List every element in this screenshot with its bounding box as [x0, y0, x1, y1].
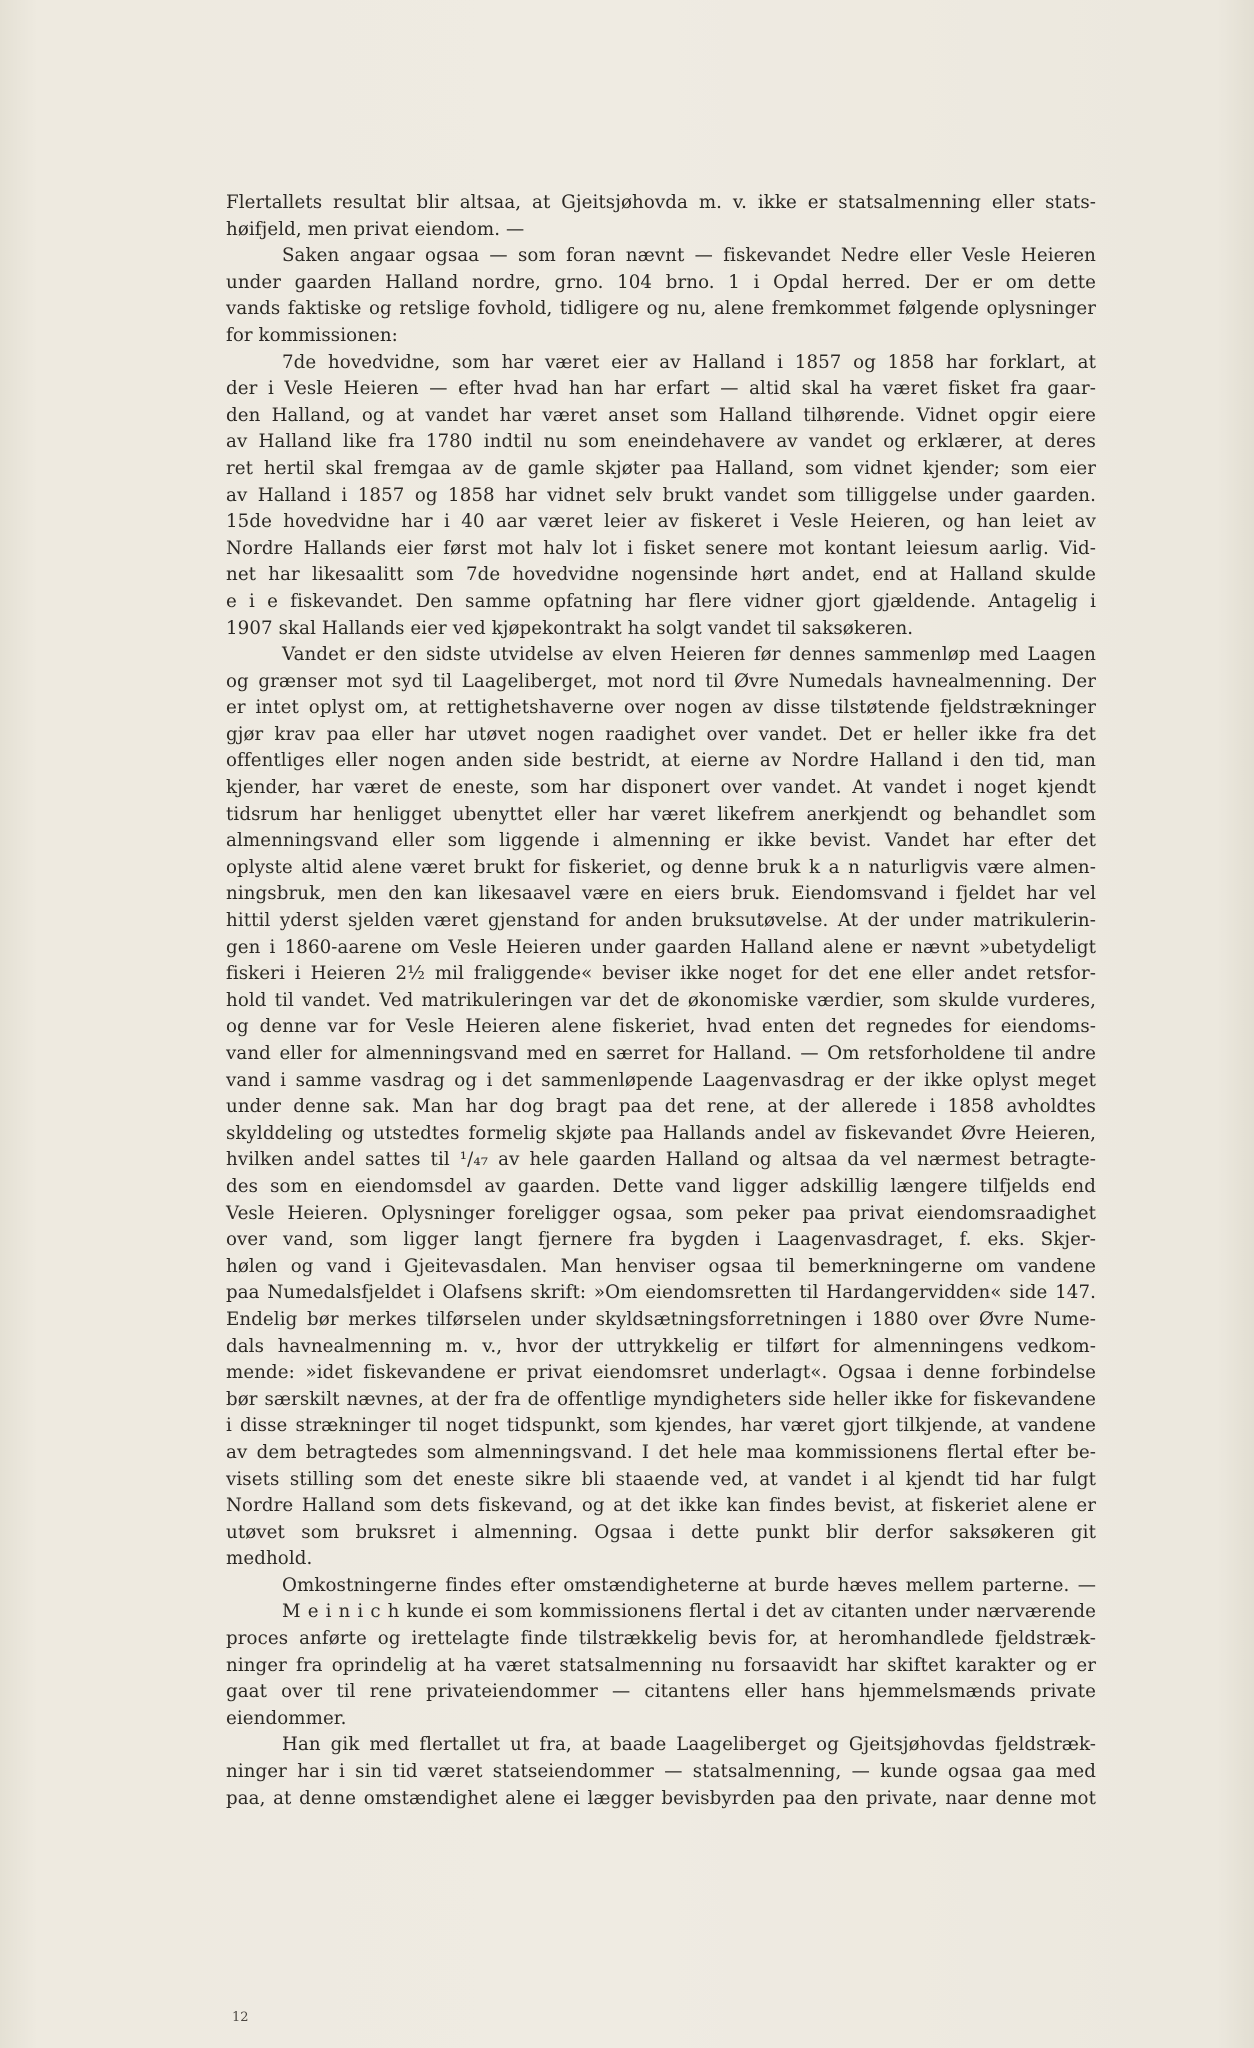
- text-line: paa, at denne omstændighet alene ei lægger bevisbyrden paa den private, naar denne mot: [226, 1787, 1096, 1809]
- text-line: ret hertil skal fremgaa av de gamle skjøter paa Halland, som vidnet kjender; som eier: [226, 457, 1096, 479]
- text-line: over vand, som ligger langt fjernere fra bygden i Laagenvasdraget, f. eks. Skjer-: [226, 1229, 1096, 1251]
- text-line: Vandet er den sidste utvidelse av elven Heieren før dennes sammenløp med Laagen: [282, 644, 1096, 666]
- text-line: hold til vandet. Ved matrikuleringen var det de økonomiske værdier, som skulde vurderes,: [226, 989, 1096, 1011]
- text-line: gaat over til rene privateiendommer — citantens eller hans hjemmelsmænds private: [226, 1681, 1096, 1703]
- text-line: oplyste altid alene været brukt for fiskeriet, og denne bruk k a n naturligvis være almen-: [226, 856, 1096, 878]
- text-line: almenningsvand eller som liggende i almenning er ikke bevist. Vandet har efter det: [226, 830, 1096, 852]
- text-line: skylddeling og utstedtes formelig skjøte paa Hallands andel av fiskevandet Øvre Heieren,: [226, 1122, 1096, 1144]
- text-line: ninger har i sin tid været statseiendommer — statsalmenning, — kunde ogsaa gaa med: [226, 1761, 1096, 1783]
- text-line: Nordre Halland som dets fiskevand, og at det ikke kan findes bevist, at fiskeriet alene er: [226, 1495, 1096, 1517]
- text-line: offentliges eller nogen anden side bestridt, at eierne av Nordre Halland i den tid, man: [226, 750, 1096, 772]
- text-line: eiendommer.: [226, 1707, 347, 1729]
- text-line: 1907 skal Hallands eier ved kjøpekontrakt ha solgt vandet til saksøkeren.: [226, 617, 914, 639]
- page-number: 12: [232, 2010, 249, 2025]
- text-line: hittil yderst sjelden været gjenstand for anden bruksutøvelse. At der under matrikulerin-: [226, 910, 1096, 932]
- text-line: proces anførte og irettelagte finde tilstrækkelig bevis for, at heromhandlede fjeldstræk-: [226, 1628, 1096, 1650]
- text-line: hvilken andel sattes til ¹/₄₇ av hele gaarden Halland og altsaa da vel nærmest betragte-: [226, 1149, 1096, 1171]
- text-line: og grænser mot syd til Laageliberget, mot nord til Øvre Numedals havnealmenning. Der: [226, 670, 1096, 692]
- text-line: paa Numedalsfjeldet i Olafsens skrift: »Om eiendomsretten til Hardangervidden« side 147.: [226, 1282, 1096, 1304]
- text-line: under gaarden Halland nordre, grno. 104 brno. 1 i Opdal herred. Der er om dette: [226, 271, 1096, 293]
- text-line: mende: »idet fiskevandene er privat eiendomsret underlagt«. Ogsaa i denne forbindelse: [226, 1362, 1096, 1384]
- text-line: den Halland, og at vandet har været anset som Halland tilhørende. Vidnet opgir eiere: [226, 404, 1096, 426]
- text-line: der i Vesle Heieren — efter hvad han har erfart — altid skal ha været fisket fra gaar-: [226, 378, 1096, 400]
- text-line: visets stilling som det eneste sikre bli staaende ved, at vandet i al kjendt tid har fulgt: [226, 1468, 1096, 1490]
- text-line: er intet oplyst om, at rettighetshaverne over nogen av disse tilstøtende fjeldstrækninger: [226, 697, 1096, 719]
- text-line: Flertallets resultat blir altsaa, at Gjeitsjøhovda m. v. ikke er statsalmenning eller stats-: [226, 192, 1096, 213]
- text-line: utøvet som bruksret i almenning. Ogsaa i dette punkt blir derfor saksøkeren git: [226, 1521, 1096, 1543]
- text-line: fiskeri i Heieren 2½ mil fraliggende« beviser ikke noget for det ene eller andet retsfor-: [226, 963, 1096, 985]
- text-line: ninger fra oprindelig at ha været statsalmenning nu forsaavidt har skiftet karakter og er: [226, 1654, 1096, 1676]
- text-line: Nordre Hallands eier først mot halv lot i fisket senere mot kontant leiesum aarlig. Vid-: [226, 537, 1096, 559]
- text-line: tidsrum har henligget ubenyttet eller har været likefrem anerkjendt og behandlet som: [226, 803, 1096, 825]
- text-line: høifjeld, men privat eiendom. —: [226, 218, 525, 240]
- text-line: under denne sak. Man har dog bragt paa det rene, at der allerede i 1858 avholdtes: [226, 1096, 1096, 1118]
- text-line: av Halland i 1857 og 1858 har vidnet selv brukt vandet som tilliggelse under gaarden.: [226, 484, 1096, 506]
- text-line: 7de hovedvidne, som har været eier av Halland i 1857 og 1858 har forklart, at: [282, 351, 1096, 373]
- text-line: ningsbruk, men den kan likesaavel være en eiers bruk. Eiendomsvand i fjeldet har vel: [226, 883, 1096, 905]
- text-line: gjør krav paa eller har utøvet nogen raadighet over vandet. Det er heller ikke fra det: [226, 723, 1096, 745]
- text-line: net har likesaalitt som 7de hovedvidne nogensinde hørt andet, end at Halland skulde: [226, 564, 1096, 586]
- text-line: medhold.: [226, 1548, 313, 1570]
- text-line: Omkostningerne findes efter omstændigheterne at burde hæves mellem parterne. —: [282, 1574, 1096, 1596]
- text-line: for kommissionen:: [226, 324, 398, 346]
- text-line: i disse strækninger til noget tidspunkt, som kjendes, har været gjort tilkjende, at vandene: [226, 1415, 1096, 1437]
- text-line: M e i n i c h kunde ei som kommissionens flertal i det av citanten under nærværende: [282, 1601, 1096, 1623]
- text-line: Endelig bør merkes tilførselen under skyldsætningsforretningen i 1880 over Øvre Nume-: [226, 1308, 1096, 1330]
- text-line: e i e fiskevandet. Den samme opfatning har flere vidner gjort gjældende. Antagelig i: [226, 590, 1096, 612]
- text-line: Saken angaar ogsaa — som foran nævnt — fiskevandet Nedre eller Vesle Heieren: [282, 245, 1096, 267]
- text-line: hølen og vand i Gjeitevasdalen. Man henviser ogsaa til bemerkningerne om vandene: [226, 1255, 1096, 1277]
- text-line: vands faktiske og retslige fovhold, tidligere og nu, alene fremkommet følgende oplysninger: [226, 298, 1096, 320]
- text-line: vand i samme vasdrag og i det sammenløpende Laagenvasdrag er der ikke oplyst meget: [226, 1069, 1096, 1091]
- body-text: [226, 190, 1096, 1812]
- text-line: des som en eiendomsdel av gaarden. Dette vand ligger adskillig længere tilfjelds end: [226, 1175, 1096, 1197]
- text-line: og denne var for Vesle Heieren alene fiskeriet, hvad enten det regnedes for eiendoms-: [226, 1016, 1096, 1038]
- text-line: bør særskilt nævnes, at der fra de offentlige myndigheters side heller ikke for fiskevandene: [226, 1388, 1096, 1410]
- text-line: Han gik med flertallet ut fra, at baade Laageliberget og Gjeitsjøhovdas fjeldstræk-: [282, 1734, 1096, 1756]
- text-line: av Halland like fra 1780 indtil nu som eneindehavere av vandet og erklærer, at deres: [226, 431, 1096, 453]
- text-line: gen i 1860-aarene om Vesle Heieren under gaarden Halland alene er nævnt »ubetydeligt: [226, 936, 1096, 958]
- text-line: dals havnealmenning m. v., hvor der uttrykkelig er tilført for almenningens vedkom-: [226, 1335, 1096, 1357]
- text-line: Vesle Heieren. Oplysninger foreligger ogsaa, som peker paa privat eiendomsraadighet: [226, 1202, 1096, 1224]
- text-line: av dem betragtedes som almenningsvand. I det hele maa kommissionens flertal efter be-: [226, 1441, 1096, 1463]
- text-line: 15de hovedvidne har i 40 aar været leier av fiskeret i Vesle Heieren, og han leiet av: [226, 511, 1096, 533]
- text-line: kjender, har været de eneste, som har disponert over vandet. At vandet i noget kjendt: [226, 777, 1096, 799]
- text-line: vand eller for almenningsvand med en særret for Halland. — Om retsforholdene til andre: [226, 1043, 1096, 1064]
